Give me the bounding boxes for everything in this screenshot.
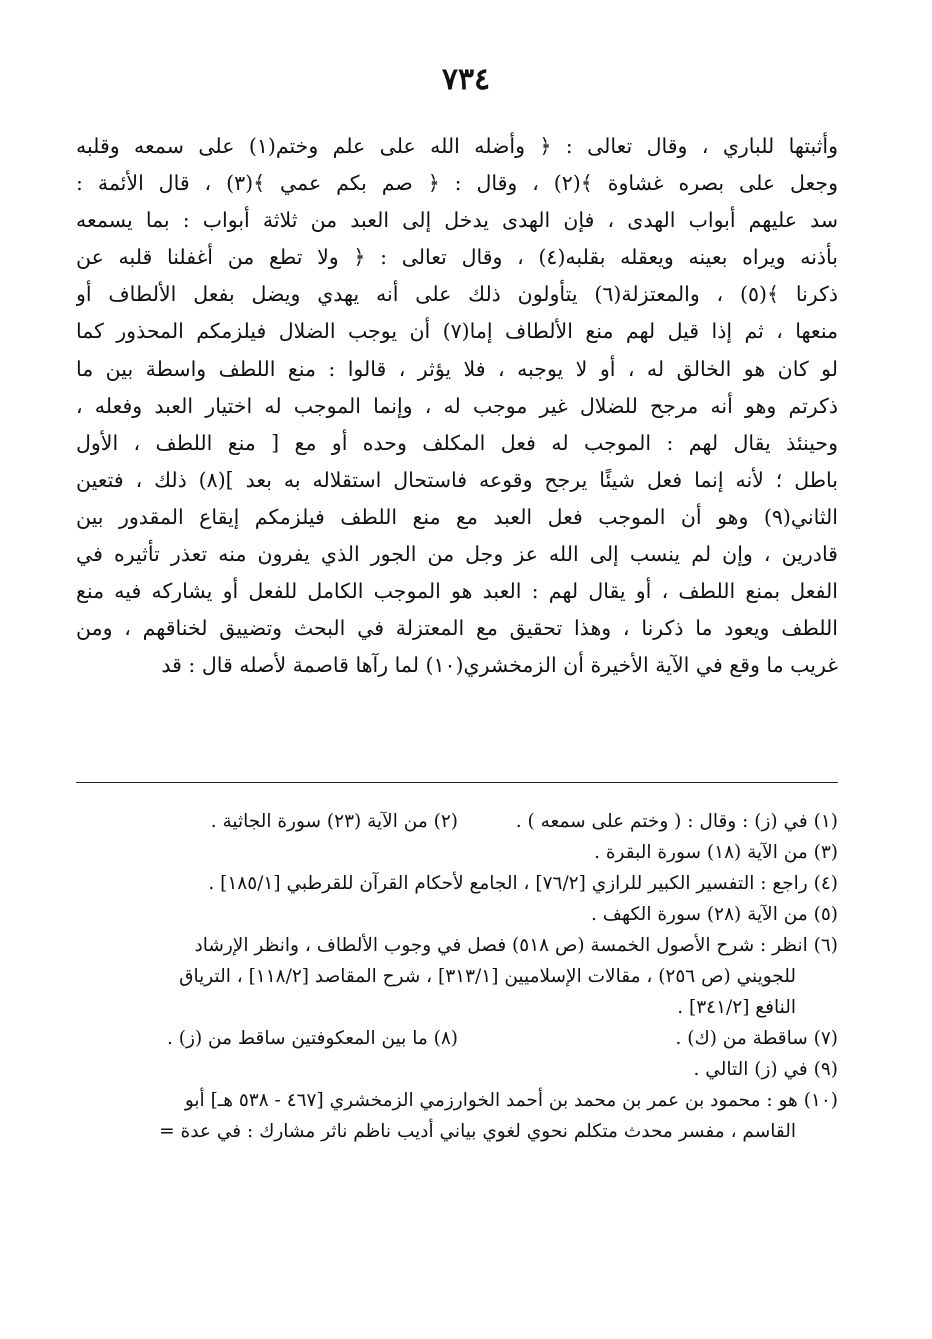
footnote-9: (٩) في (ز) التالي . <box>693 1059 838 1080</box>
footnote-6-continued: للجويني (ص ٢٥٦) ، مقالات الإسلاميين [٣١٣/١] ، شرح المقاصد [١١٨/٢] ، الترياق <box>179 966 796 987</box>
main-text <box>76 128 838 684</box>
text-line: قادرين ، وإن لم ينسب إلى الله عز وجل من الجور الذي يفرون منه تعذر تأثيره في <box>76 542 838 567</box>
text-line: وجعل على بصره غشاوة ﴾(٢) ، وقال : ﴿ صم بكم عمي ﴾(٣) ، قال الأئمة : <box>76 171 838 196</box>
text-line: منعها ، ثم إذا قيل لهم منع الألطاف إما(٧) أن يوجب الضلال فيلزمكم المحذور كما <box>76 319 838 344</box>
text-line: لو كان هو الخالق له ، أو لا يوجبه ، فلا يؤثر ، قالوا : منع اللطف واسطة بين ما <box>76 356 838 381</box>
text-line: اللطف ويعود ما ذكرنا ، وهذا تحقيق مع المعتزلة في البحث وتضييق لخناقهم ، ومن <box>76 616 838 641</box>
footnote-7: (٧) ساقطة من (ك) . <box>675 1028 838 1049</box>
footnote-1: (١) في (ز) : وقال : ( وختم على سمعه ) . <box>515 811 838 832</box>
footnote-row <box>76 806 838 837</box>
footnote-10-continued: القاسم ، مفسر محدث متكلم نحوي لغوي بياني أديب ناظم ناثر مشارك : في عدة = <box>159 1121 796 1142</box>
text-line: الفعل بمنع اللطف ، أو يقال لهم : العبد هو الموجب الكامل للفعل أو يشاركه فيه منع <box>76 579 838 604</box>
footnote-divider <box>76 782 838 783</box>
text-line: وأثبتها للباري ، وقال تعالى : ﴿ وأضله الله على علم وختم(١) على سمعه وقلبه <box>76 134 838 158</box>
footnote-5: (٥) من الآية (٢٨) سورة الكهف . <box>591 904 838 925</box>
text-line: بأذنه ويراه بعينه ويعقله بقلبه(٤) ، وقال تعالى : ﴿ ولا تطع من أغفلنا قلبه عن <box>76 245 838 270</box>
footnote-6: (٦) انظر : شرح الأصول الخمسة (ص ٥١٨) فصل في وجوب الألطاف ، وانظر الإرشاد <box>194 935 838 956</box>
text-line: سد عليهم أبواب الهدى ، فإن الهدى يدخل إلى العبد من ثلاثة أبواب : بما يسمعه <box>76 208 838 233</box>
footnote-2: (٢) من الآية (٢٣) سورة الجاثية . <box>210 811 458 832</box>
page-number: ٧٣٤ <box>441 62 491 97</box>
footnotes <box>76 806 838 1147</box>
footnote-row <box>76 1023 838 1054</box>
text-line: الثاني(٩) وهو أن الموجب فعل العبد مع منع اللطف فيلزمكم إيقاع المقدور بين <box>76 504 838 529</box>
text-line: ذكرتم وهو أنه مرجح للضلال غير موجب له ، وإنما الموجب له اختيار العبد وفعله ، <box>76 393 838 418</box>
text-line: باطل ؛ لأنه إنما فعل شيئًا يرجح وقوعه فاستحال استقلاله به بعد ](٨) ذلك ، فتعين <box>76 467 838 492</box>
text-line: غريب ما وقع في الآية الأخيرة أن الزمخشري(١٠) لما رآها قاصمة لأصله قال : قد <box>161 653 838 678</box>
footnote-3: (٣) من الآية (١٨) سورة البقرة . <box>594 842 838 863</box>
text-line: وحينئذ يقال لهم : الموجب له فعل المكلف وحده أو مع [ منع اللطف ، الأول <box>76 430 838 455</box>
text-line: ذكرنا ﴾(٥) ، والمعتزلة(٦) يتأولون ذلك على أنه يهدي ويضل بفعل الألطاف أو <box>76 282 838 307</box>
footnote-6-continued: النافع [٣٤١/٢] . <box>677 997 796 1018</box>
footnote-4: (٤) راجع : التفسير الكبير للرازي [٧٦/٢] ، الجامع لأحكام القرآن للقرطبي [١٨٥/١] . <box>208 873 838 894</box>
footnote-8: (٨) ما بين المعكوفتين ساقط من (ز) . <box>167 1028 458 1049</box>
footnote-10: (١٠) هو : محمود بن عمر بن محمد بن أحمد الخوارزمي الزمخشري [٤٦٧ - ٥٣٨ هـ] أبو <box>184 1090 838 1111</box>
